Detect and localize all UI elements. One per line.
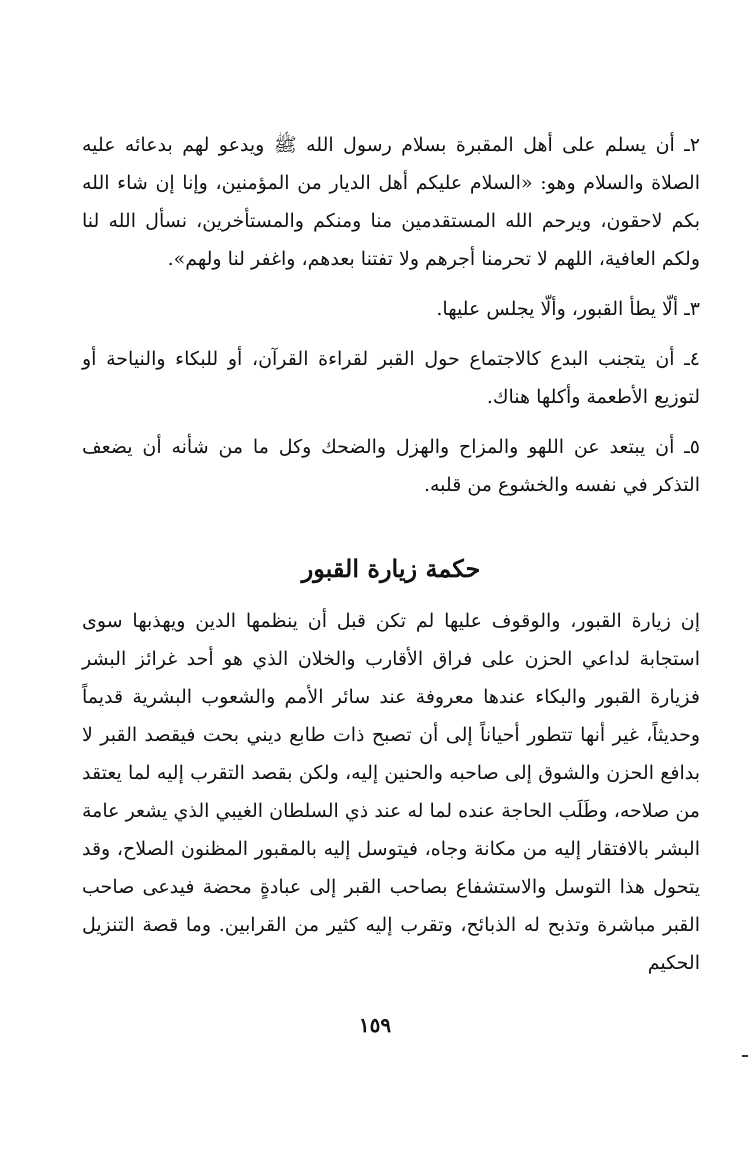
list-item-3: ٣ـ ألّا يطأ القبور، وألّا يجلس عليها. — [436, 298, 700, 320]
body-section — [82, 602, 700, 982]
page-number: ١٥٩ — [358, 1013, 392, 1037]
edge-mark — [742, 1055, 748, 1057]
body-paragraph: إن زيارة القبور، والوقوف عليها لم تكن قبل أن ينظمها الدين ويهذبها سوى استجابة لداعي الحزن على فراق الأقارب والخلان الذي هو أحد غرائز البشر فزيارة القبور والبكاء عندها معروفة عند سائر الأمم والشعوب البشرية قديماً وحديثاً، غير أنها تتطور أحياناً إلى أن تصبح ذات طابع ديني بحت فيقصد القبر لا بدافع الحزن والشوق إلى صاحبه والحنين إليه، ولكن بقصد التقرب إليه لما يعتقد من صلاحه، وطَلَب الحاجة عنده لما له عند ذي السلطان الغيبي الذي يشعر عامة البشر بالافتقار إليه من مكانة وجاه، فيتوسل إليه بالمقبور المظنون الصلاح، وقد يتحول هذا التوسل والاستشفاع بصاحب القبر إلى عبادةٍ محضة فيدعى صاحب القبر مباشرة وتذبح له الذبائح، وتقرب إليه كثير من القرابين. وما قصة التنزيل الحكيم — [82, 610, 700, 974]
list-item-5: ٥ـ أن يبتعد عن اللهو والمزاح والهزل والضحك وكل ما من شأنه أن يضعف التذكر في نفسه والخشوع من قلبه. — [82, 436, 700, 496]
section-heading: حكمة زيارة القبور — [301, 554, 481, 583]
list-item-4: ٤ـ أن يتجنب البدع كالاجتماع حول القبر لقراءة القرآن، أو للبكاء والنياحة أو لتوزيع الأطعمة وأكلها هناك. — [82, 348, 700, 408]
etiquette-list — [82, 126, 700, 504]
list-item-2: ٢ـ أن يسلم على أهل المقبرة بسلام رسول الله ﷺ ويدعو لهم بدعائه عليه الصلاة والسلام وهو: «السلام عليكم أهل الديار من المؤمنين، وإنا إن شاء الله بكم لاحقون، ويرحم الله المستقدمين منا ومنكم والمستأخرين، نسأل الله لنا ولكم العافية، اللهم لا تحرمنا أجرهم ولا تفتنا بعدهم، واغفر لنا ولهم». — [82, 134, 700, 270]
